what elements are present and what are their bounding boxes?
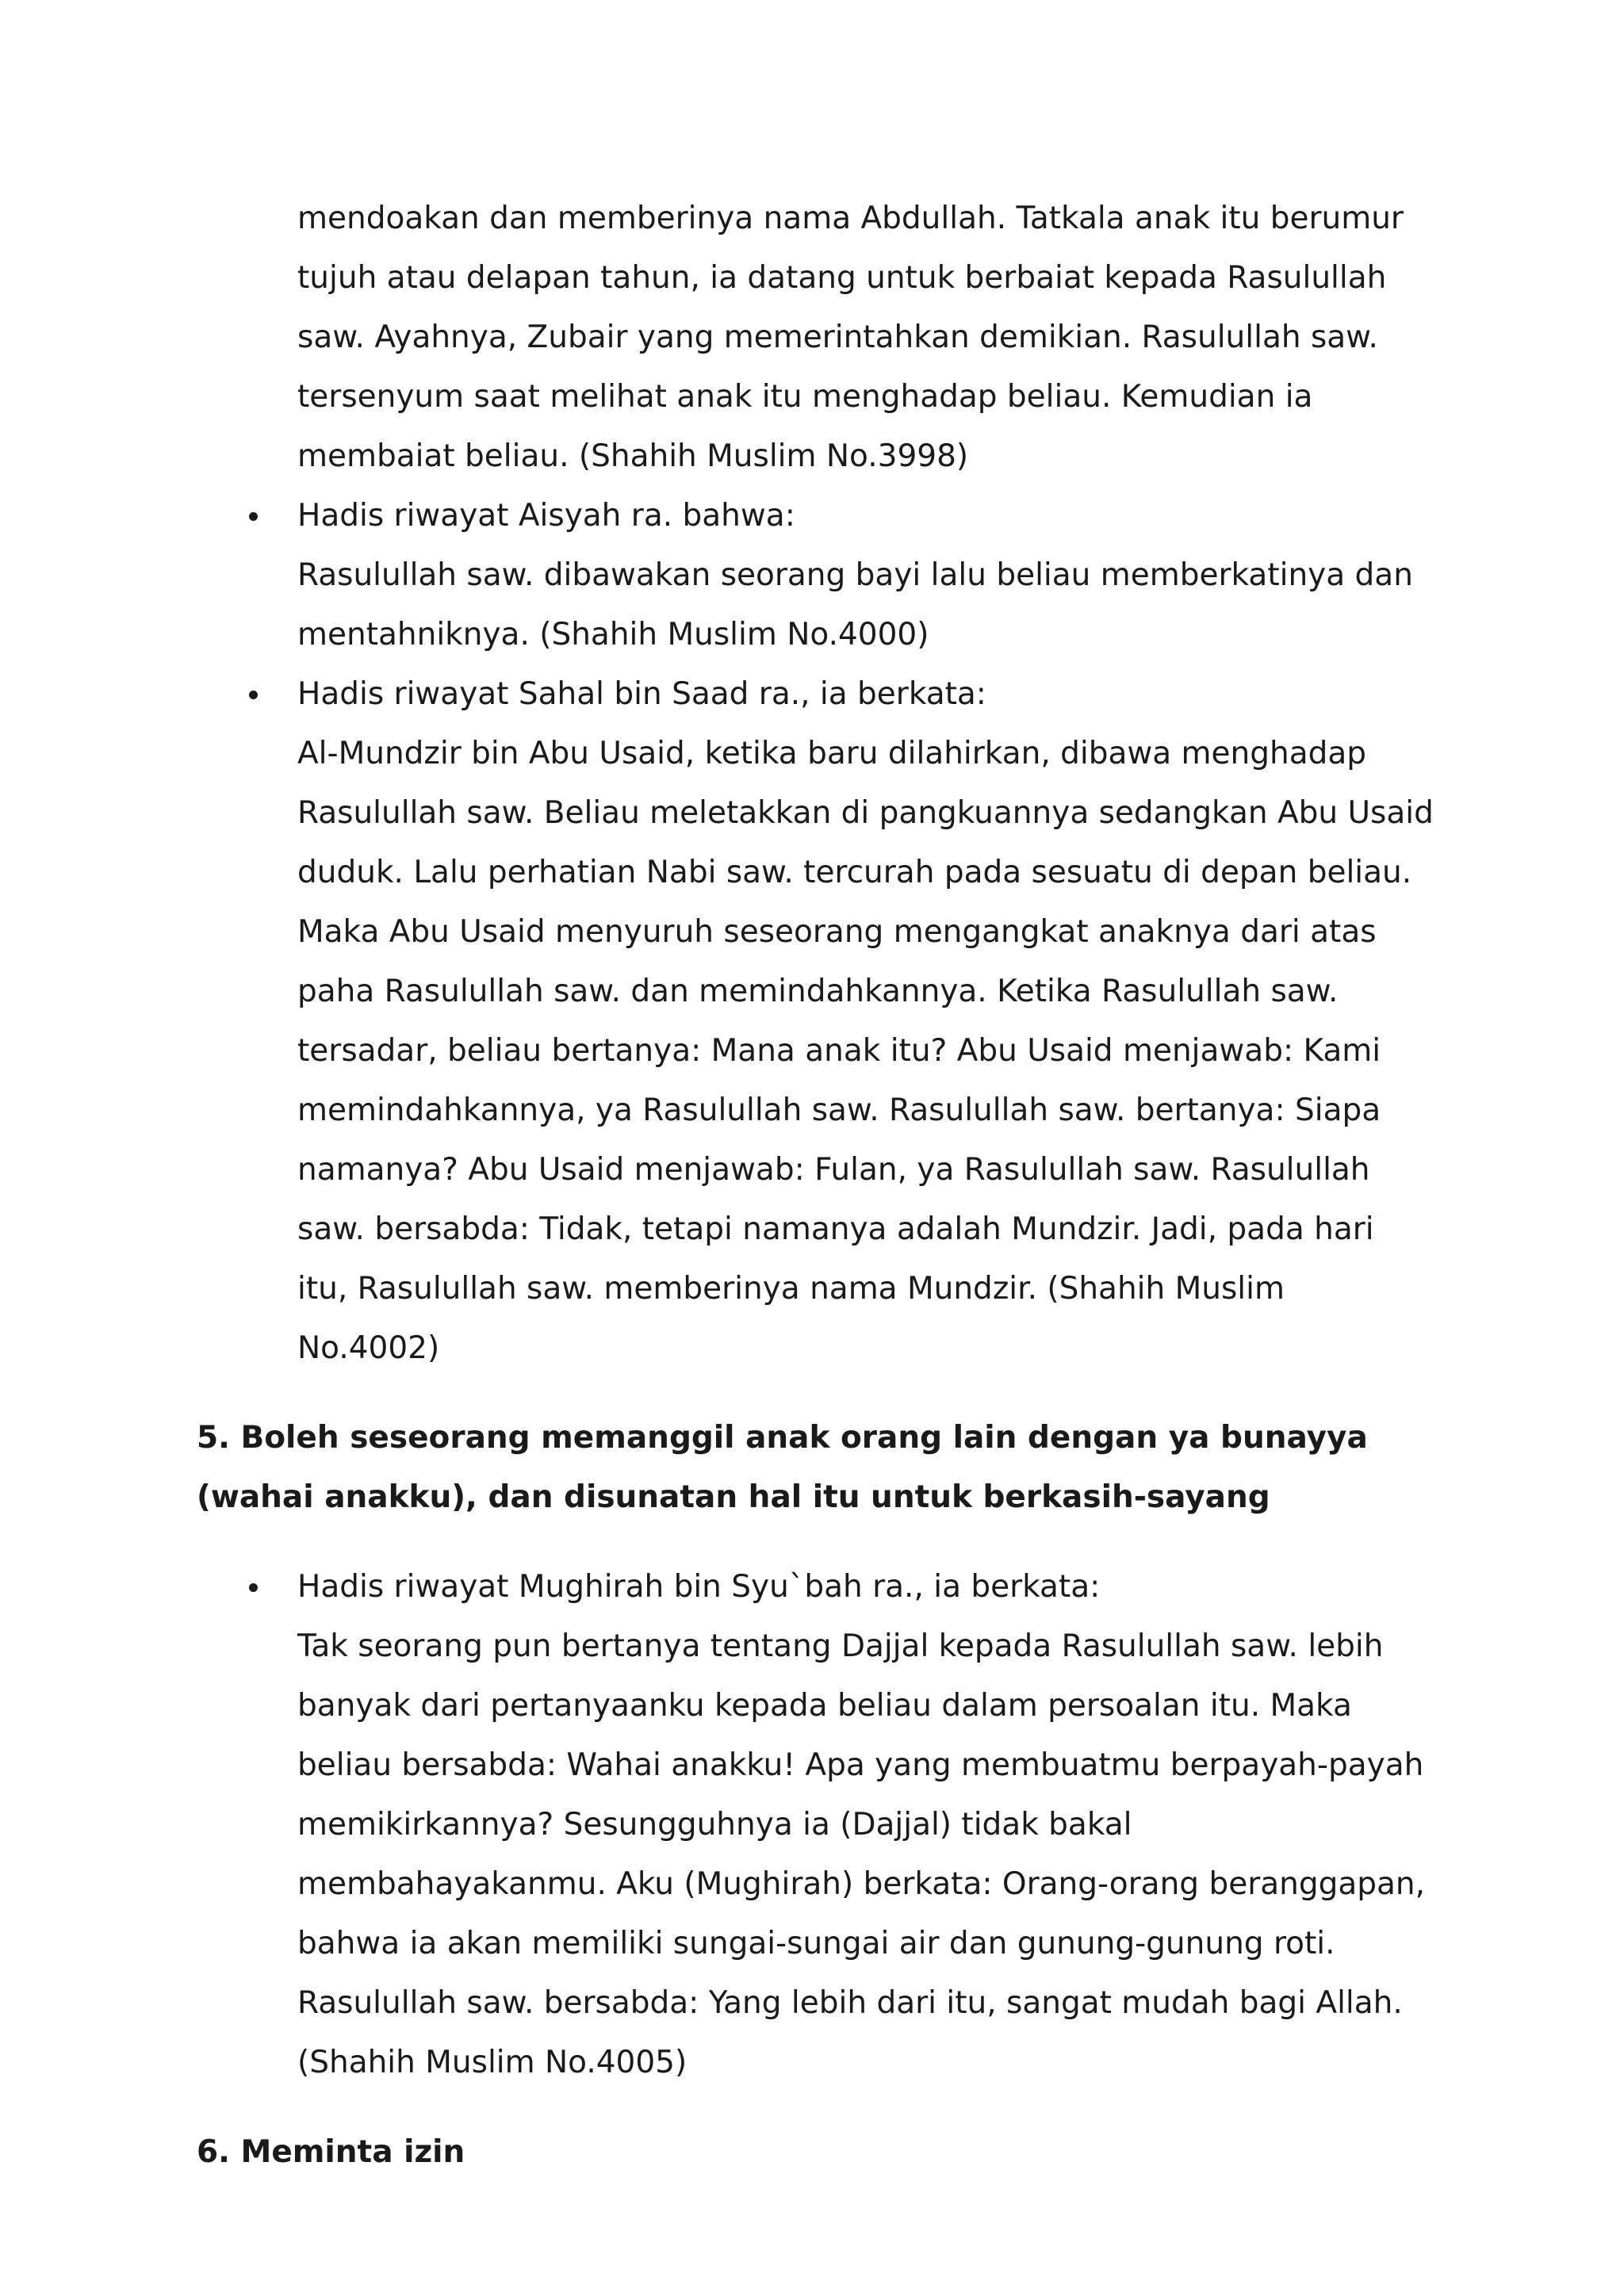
hadith-narrator: Hadis riwayat Mughirah bin Syu`bah ra., ia berkata: <box>297 1569 1101 1605</box>
bullet-icon <box>249 691 258 699</box>
hadith-list-b <box>197 1557 1434 2092</box>
section-6-heading: 6. Meminta izin <box>197 2134 465 2170</box>
section-5-heading: 5. Boleh seseorang memanggil anak orang lain dengan ya bunayya (wahai anakku), dan disunatan hal itu untuk berkasih-sayang <box>197 1420 1368 1515</box>
hadith-list-a <box>197 486 1434 1378</box>
bullet-icon <box>249 512 258 521</box>
hadith-text: Tak seorang pun bertanya tentang Dajjal kepada Rasulullah saw. lebih banyak dari pertanyaanku kepada beliau dalam persoalan itu. Maka beliau bersabda: Wahai anakku! Apa yang membuatmu berpayah-payah memikirkannya? Sesungguhnya ia (Dajjal) tidak bakal membahayakanmu. Aku (Mughirah) berkata: Orang-orang beranggapan, bahwa ia akan memiliki sungai-sungai air dan gunung-gunung roti. Rasulullah saw. bersabda: Yang lebih dari itu, sangat mudah bagi Allah. (Shahih Muslim No.4005) <box>297 1628 1426 2080</box>
list-item <box>197 664 1434 1378</box>
page-content <box>197 189 1434 2182</box>
hadith-text: Al-Mundzir bin Abu Usaid, ketika baru dilahirkan, dibawa menghadap Rasulullah saw. Beliau meletakkan di pangkuannya sedangkan Abu Usaid duduk. Lalu perhatian Nabi saw. tercurah pada sesuatu di depan beliau. Maka Abu Usaid menyuruh seseorang mengangkat anaknya dari atas paha Rasulullah saw. dan memindahkannya. Ketika Rasulullah saw. tersadar, beliau bertanya: Mana anak itu? Abu Usaid menjawab: Kami memindahkannya, ya Rasulullah saw. Rasulullah saw. bertanya: Siapa namanya? Abu Usaid menjawab: Fulan, ya Rasulullah saw. Rasulullah saw. bersabda: Tidak, tetapi namanya adalah Mundzir. Jadi, pada hari itu, Rasulullah saw. memberinya nama Mundzir. (Shahih Muslim No.4002) <box>297 736 1434 1366</box>
intro-paragraph: mendoakan dan memberinya nama Abdullah. Tatkala anak itu berumur tujuh atau delapan tahun, ia datang untuk berbaiat kepada Rasulullah saw. Ayahnya, Zubair yang memerintahkan demikian. Rasulullah saw. tersenyum saat melihat anak itu menghadap beliau. Kemudian ia membaiat beliau. (Shahih Muslim No.3998) <box>297 201 1404 474</box>
list-item <box>197 1557 1434 2092</box>
hadith-text: Rasulullah saw. dibawakan seorang bayi lalu beliau memberkatinya dan mentahniknya. (Shahih Muslim No.4000) <box>297 557 1413 652</box>
list-item <box>197 486 1434 664</box>
bullet-icon <box>249 1583 258 1592</box>
hadith-narrator: Hadis riwayat Aisyah ra. bahwa: <box>297 498 795 534</box>
hadith-narrator: Hadis riwayat Sahal bin Saad ra., ia berkata: <box>297 676 986 712</box>
